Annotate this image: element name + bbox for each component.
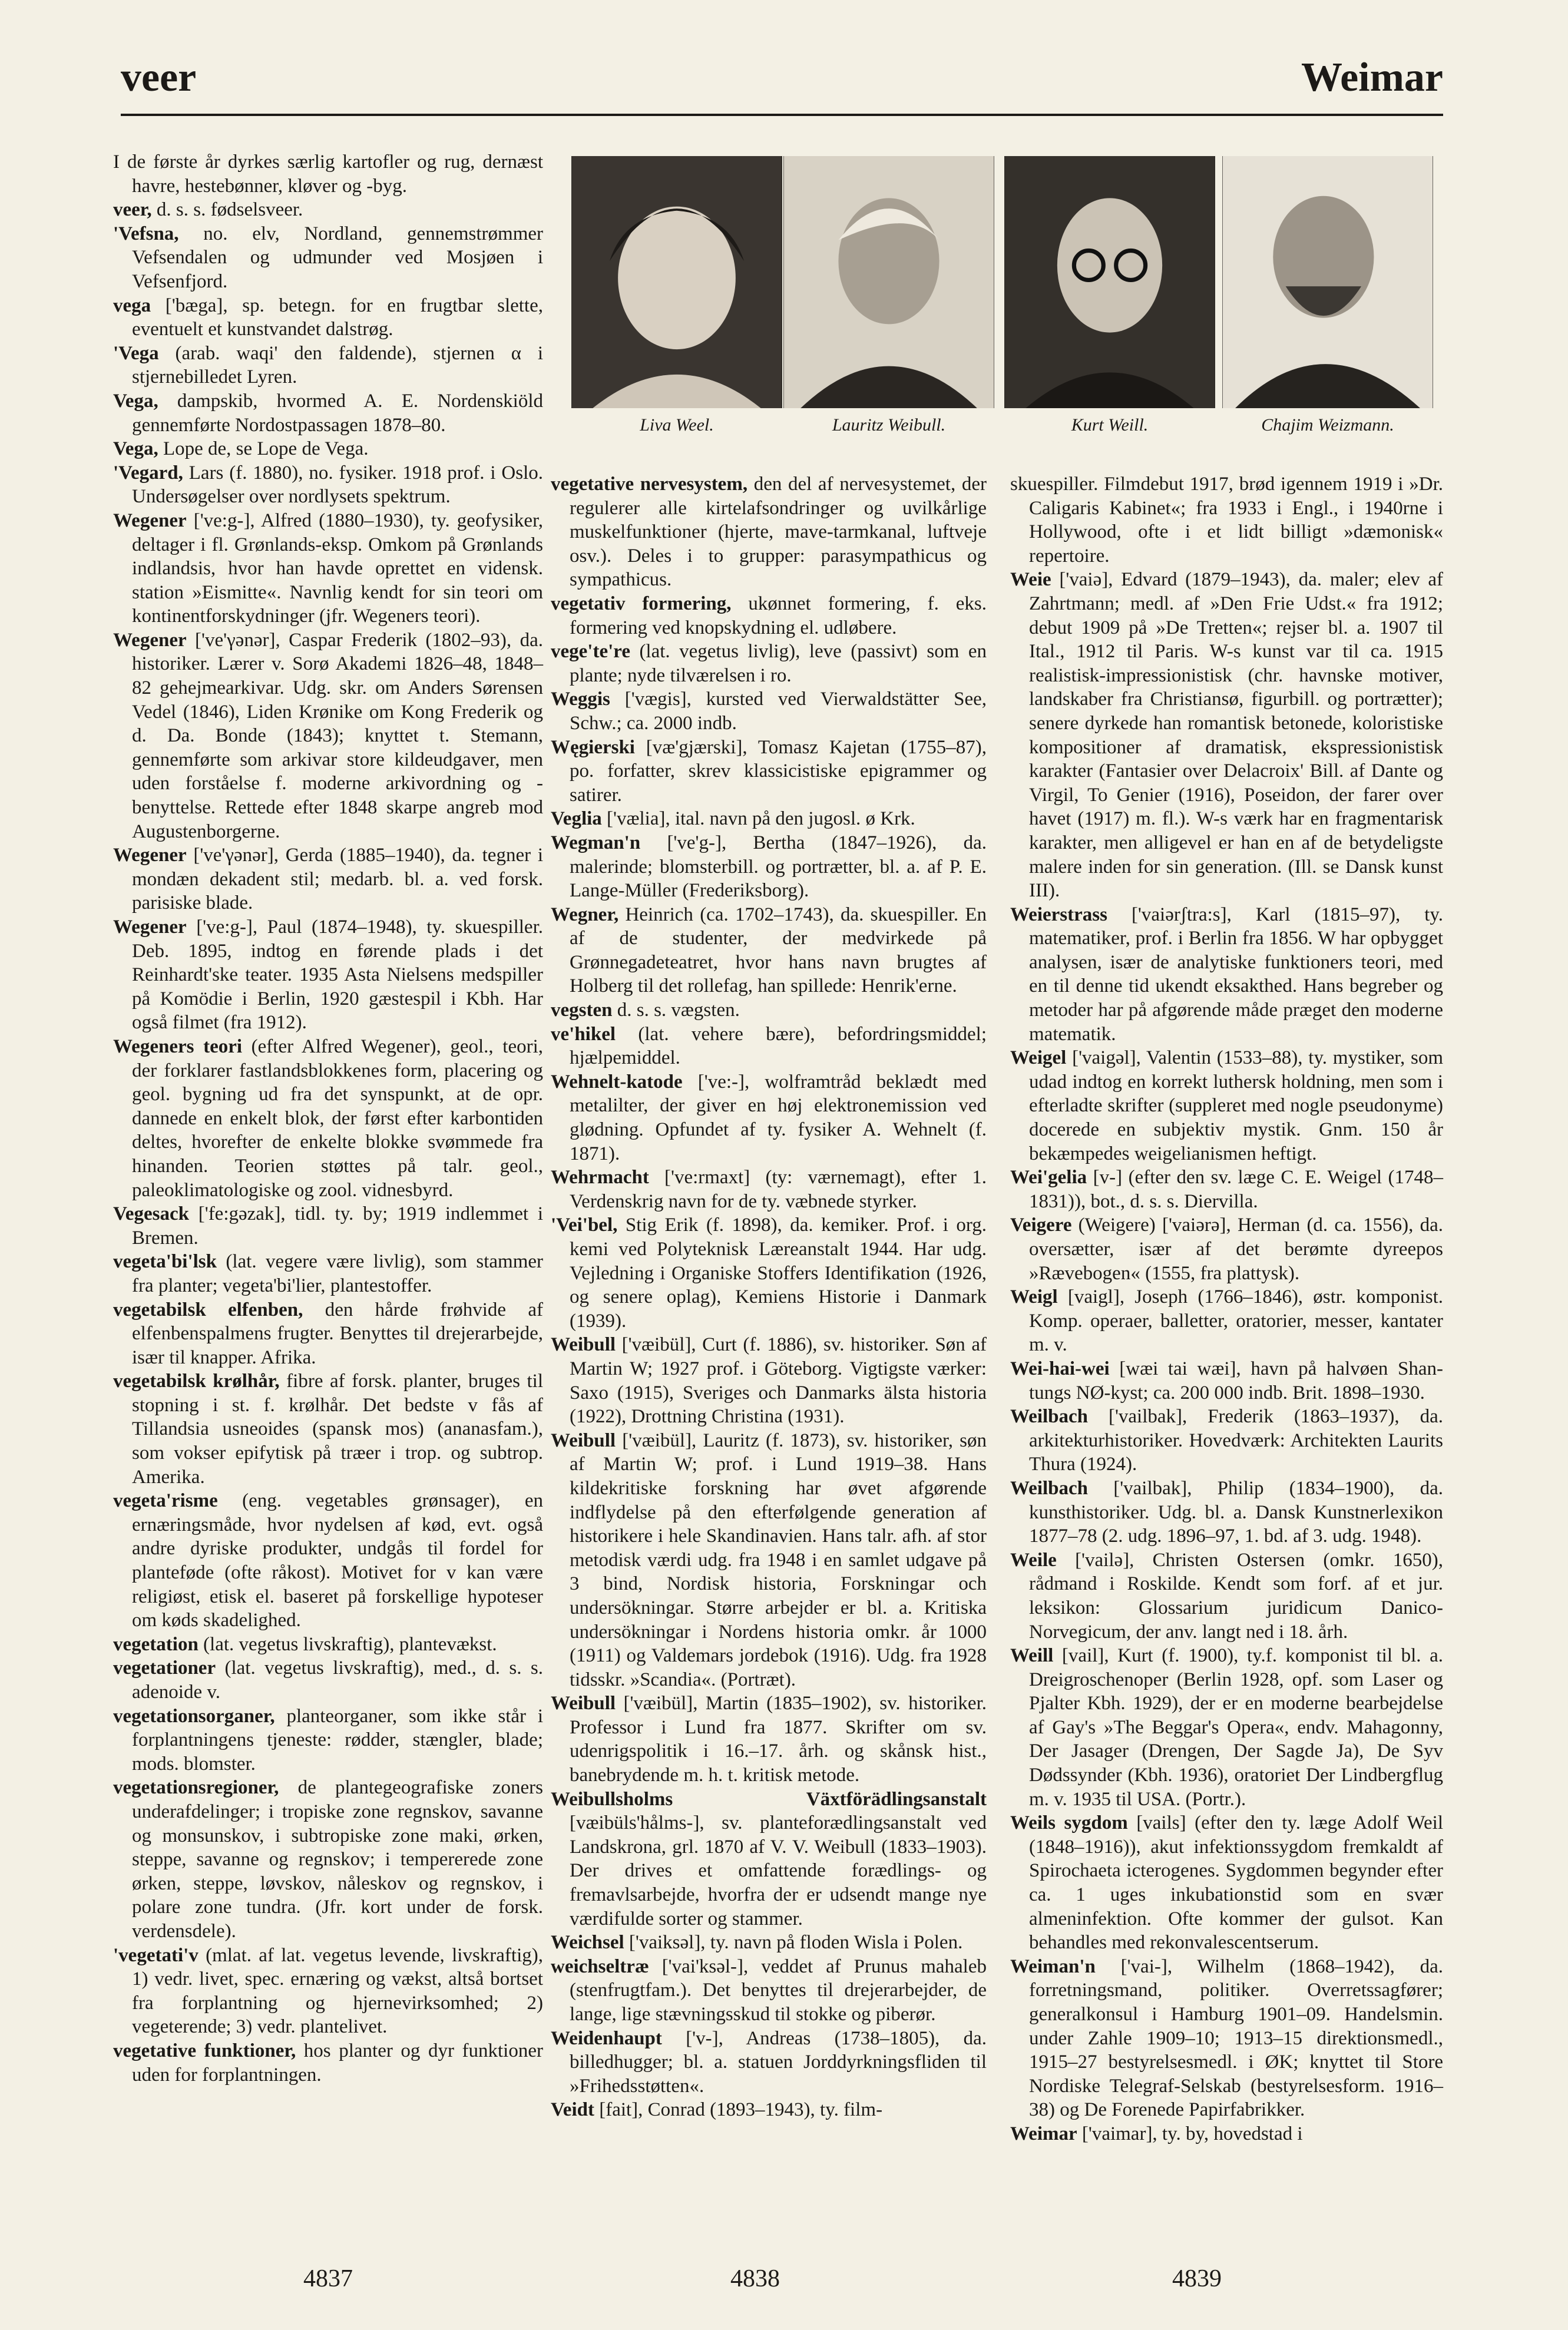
- entry-headword: weichseltræ: [551, 1955, 649, 1977]
- page-number: 4837: [303, 2265, 353, 2292]
- dictionary-entry: [551, 903, 987, 998]
- entry-text: ['ve'g-], Bertha (1847–1926), da. malerinde; blomsterbill. og portrætter, bl. a. af P. E. Lange-Müller (Frederiksborg).: [570, 832, 987, 902]
- entry-headword: veer,: [113, 199, 152, 221]
- dictionary-entry: [551, 807, 987, 831]
- entry-text: (Weigere) ['vaiərə], Herman (d. ca. 1556), da. oversætter, især af det berømte dyreepos »Rævebogen« (1555, fra plattysk).: [1029, 1214, 1443, 1284]
- entry-text: ['væibül], Lauritz (f. 1873), sv. historiker, søn af Martin W; prof. i Lund 1919–38. Hans kildekritiske forskning har øvet afgørende indflydelse på den efterfølgende generation af historikere i hele Skandinavien. Hans talr. afh. af stor metodisk værdi udg. fra 1948 i en samlet udgave på 3 bind, Nordisk historia, Forskningar och undersökningar. Større arbejder er bl. a. Kritiska undersökningar i Nordens historia omkr. år 1000 (1911) og Valdemars jordebok (1916). Udg. fra 1928 tidsskr. »Scandia«. (Portræt).: [570, 1429, 987, 1690]
- entry-headword: Weibullsholms Växtförädlingsanstalt: [551, 1788, 987, 1810]
- entry-text: (lat. vegetus livskraftig), med., d. s. s. adenoide v.: [132, 1657, 543, 1703]
- entry-text: ['vailə], Christen Ostersen (omkr. 1650), rådmand i Roskilde. Kendt som forf. af et jur. leksikon: Glossarium juridicum Danico-Norvegicum, der anv. langt ned i 18. årh.: [1029, 1549, 1443, 1643]
- photo-caption: Chajim Weizmann.: [1261, 415, 1394, 435]
- entry-headword: Wegeners teori: [113, 1035, 243, 1057]
- entry-text: ['vaiə], Edvard (1879–1943), da. maler; elev af Zahrtmann; medl. af »Den Frie Udst.« fra 1912; debut 1909 på »De Tretten«; rejser bl. a. 1907 til Ital., 1912 til Paris. W-s kunst var til ca. 1915 realistisk-impressionistisk (chr. havnske motiver, landskaber fra Christiansø, figurbill. og portrætter); senere dyrkede han romantisk betonede, koloristiske kompositioner af dramatisk, ekspressionistisk karakter (Fantasier over Delacroix' Bill. af Dante og Virgil, To Genier (1916), Poseidon, der farer over havet (1917) m. fl.). W-s værk har en fragmentarisk karakter, men alligevel er han en af de betydeligste malere inden for sin generation. (Ill. se Dansk kunst III).: [1029, 569, 1443, 902]
- entry-headword: Weimar: [1010, 2123, 1077, 2144]
- dictionary-entry: [551, 2027, 987, 2099]
- entry-headword: vegsten: [551, 999, 613, 1021]
- entry-headword: Wegener: [113, 916, 187, 938]
- dictionary-entry: [113, 1776, 543, 1943]
- entry-text: Lars (f. 1880), no. fysiker. 1918 prof. i Oslo. Undersøgelser over nordlysets spektrum.: [132, 462, 543, 508]
- entry-headword: Wegener: [113, 629, 187, 651]
- dictionary-entry: [551, 1955, 987, 2027]
- entry-text: ukønnet formering, f. eks. formering ved knopskydning el. udløbere.: [570, 593, 987, 638]
- entry-headword: Vega,: [113, 438, 158, 460]
- entry-text: ['v-], Andreas (1738–1805), da. billedhugger; bl. a. statuen Jorddyrkningsfliden til »Frihedsstøtten«.: [570, 2027, 987, 2097]
- dictionary-entry: [113, 1202, 543, 1250]
- entry-headword: Weill: [1010, 1645, 1054, 1667]
- dictionary-entry: [551, 1788, 987, 1931]
- entry-headword: vegetationer: [113, 1657, 216, 1679]
- photo-caption: Kurt Weill.: [1071, 415, 1149, 435]
- entry-text: ['fe:gəzak], tidl. ty. by; 1919 indlemmet i Bremen.: [132, 1203, 543, 1249]
- entry-text: Lope de, se Lope de Vega.: [158, 438, 369, 460]
- entry-headword: Wehnelt-katode: [551, 1071, 683, 1093]
- dictionary-entry: [1010, 1405, 1443, 1477]
- entry-text: ['ve:g-], Paul (1874–1948), ty. skuespiller. Deb. 1895, indtog en førende plads i det Reinhardt'ske teater. 1935 Asta Nielsens medspiller på Komödie i Berlin, 1920 gæstespil i Kbh. Har også filmet (fra 1912).: [132, 916, 543, 1034]
- photo-caption: Lauritz Weibull.: [832, 415, 946, 435]
- entry-headword: vegetabilsk krølhår,: [113, 1371, 280, 1392]
- entry-headword: 'Vei'bel,: [551, 1214, 618, 1236]
- dictionary-entry: [1010, 903, 1443, 1047]
- entry-text: ['vaiərʃtra:s], Karl (1815–97), ty. matematiker, prof. i Berlin fra 1856. W har opbygget analysen, især de analytiske funktioners teori, med en til denne tid ukendt eksakthed. Hans begreber og metoder har på afgørende måde præget den moderne matematik.: [1029, 903, 1443, 1045]
- entry-headword: vegeta'bi'lsk: [113, 1251, 217, 1273]
- entry-text: [wæi tai wæi], havn på halvøen Shan-tungs NØ-kyst; ca. 200 000 indb. Brit. 1898–1930.: [1029, 1358, 1443, 1404]
- running-head-right: Weimar: [1301, 55, 1443, 100]
- entry-text: [vails] (efter den ty. læge Adolf Weil (1848–1916)), akut infektionssygdom fremkaldt af Spirochaeta icterogenes. Sygdommen begynder efter ca. 1 uges inkubationstid som en svær almeninfektion. Ofte kommer der gulsot. Kan behandles med rekonvalescentserum.: [1029, 1812, 1443, 1954]
- entry-text: ['ve'γənər], Gerda (1885–1940), da. tegner i mondæn dekadent stil; medarb. bl. a. ved forsk. parisiske blade.: [132, 845, 543, 914]
- dictionary-entry: [113, 1705, 543, 1776]
- entry-headword: Wegner,: [551, 903, 619, 925]
- dictionary-entry: [551, 1022, 987, 1070]
- entry-headword: Veigere: [1010, 1214, 1072, 1236]
- entry-headword: vege'te're: [551, 641, 630, 663]
- dictionary-entry: [113, 1250, 543, 1298]
- dictionary-entry: [113, 198, 543, 222]
- dictionary-entry: [1010, 1046, 1443, 1166]
- dictionary-entry: [113, 1656, 543, 1704]
- dictionary-entry: [113, 915, 543, 1035]
- page-number: 4839: [1172, 2265, 1222, 2292]
- entry-headword: Wegener: [113, 845, 187, 866]
- entry-text: (efter Alfred Wegener), geol., teori, der forklarer fastlandsblokkenes form, placering og geol. bygning ud fra det synspunkt, at de opr. dannede en enkelt blok, der først efter karbontiden deltes, hvorefter de enkelte blokke svømmede fra hinanden. Teorien støttes på talr. geol., paleoklimatologiske og zool. vidnesbyrd.: [132, 1035, 543, 1201]
- dictionary-entry: [551, 1213, 987, 1333]
- entry-text: Heinrich (ca. 1702–1743), da. skuespiller. En af de studenter, der medvirkede på Grønnegadeteatret, hvor hans navn brugtes af Holberg til det rollefag, han spillede: Henrik'erne.: [570, 903, 987, 997]
- dictionary-entry: [551, 687, 987, 735]
- entry-text: ['vai-], Wilhelm (1868–1942), da. forretningsmand, politiker. Overretssagfører; generalkonsul i Hamburg 1901–09. Handelsmin. under Zahle 1909–10; 1913–15 direktionsmedl., 1915–27 bestyrelsesmedl. i ØK; knyttet til Store Nordiske Telegraf-Selskab (bestyrelsesform. 1916–38) og De Forenede Papirfabrikker.: [1029, 1955, 1443, 2121]
- dictionary-entry: [113, 461, 543, 509]
- entry-headword: Weigl: [1010, 1286, 1058, 1308]
- photo-caption: Liva Weel.: [640, 415, 714, 435]
- dictionary-entry: [1010, 1548, 1443, 1644]
- dictionary-entry: [113, 1489, 543, 1633]
- text-column-2: [551, 472, 987, 2122]
- text-column-3: [1010, 472, 1443, 2146]
- dictionary-entry: [113, 294, 543, 342]
- dictionary-entry: [113, 1944, 543, 2039]
- dictionary-entry: [551, 640, 987, 687]
- entry-headword: vegetation: [113, 1633, 199, 1655]
- dictionary-entry: [551, 1333, 987, 1428]
- entry-headword: vega: [113, 294, 151, 316]
- entry-text: ['vælia], ital. navn på den jugosl. ø Krk.: [601, 808, 915, 830]
- entry-text: (eng. vegetables grønsager), en ernæringsmåde, hvor nydelsen af kød, evt. også andre dyriske produkter, undgås til fordel for plantefødе (ofte råkost). Motivet for v kan være religiøst, etisk el. baseret på forskellige hypoteser om køds skadelighed.: [132, 1490, 543, 1631]
- portrait-photo: [1222, 156, 1433, 408]
- dictionary-entry: [551, 472, 987, 592]
- entry-text: (mlat. af lat. vegetus levende, livskraftig), 1) vedr. livet, spec. ernæring og vækst, altså bortset fra forplantning og hjernevirksomhed; 2) vegeterende; 3) vedr. plantelivet.: [132, 1944, 543, 2038]
- entry-text: den hårde frøhvide af elfenbenspalmens frugter. Benyttes til drejerarbejde, især til knapper. Afrika.: [132, 1299, 543, 1368]
- entry-text: I de første år dyrkes særlig kartofler og rug, dernæst havre, hestebønner, kløver og -byg.: [113, 151, 543, 197]
- dictionary-entry: [551, 592, 987, 640]
- entry-headword: vegetativ formering,: [551, 593, 732, 614]
- entry-text: [vaigl], Joseph (1766–1846), østr. komponist. Komp. operaer, balletter, oratorier, messer, kantater m. v.: [1029, 1286, 1443, 1356]
- entry-text: ['bæga], sp. betegn. for en frugtbar slette, eventuelt et kunstvandet dalstrøg.: [132, 294, 543, 340]
- dictionary-entry: [113, 843, 543, 915]
- dictionary-entry: [1010, 1213, 1443, 1285]
- dictionary-entry: [1010, 1166, 1443, 1213]
- entry-text: ['vailbak], Frederik (1863–1937), da. arkitekturhistoriker. Hovedværk: Architekten Laurits Thura (1924).: [1029, 1406, 1443, 1475]
- dictionary-entry: [1010, 1285, 1443, 1357]
- entry-headword: Weilbach: [1010, 1406, 1089, 1428]
- dictionary-entry: [1010, 1811, 1443, 1955]
- dictionary-entry: [1010, 1644, 1443, 1811]
- dictionary-entry: [113, 628, 543, 843]
- entry-text: planteorganer, som ikke står i forplantningens tjeneste: rødder, stængler, blade; mods. blomster.: [132, 1705, 543, 1775]
- entry-headword: Weibull: [551, 1334, 616, 1356]
- entry-headword: Weidenhaupt: [551, 2027, 662, 2049]
- entry-text: d. s. s. vægsten.: [612, 999, 740, 1021]
- entry-headword: Weie: [1010, 569, 1051, 591]
- entry-headword: vegetative nervesystem,: [551, 474, 748, 495]
- dictionary-entry: [113, 222, 543, 294]
- entry-headword: Weigel: [1010, 1047, 1067, 1069]
- entry-text: (arab. waqi' den faldende), stjernen α i stjernebilledet Lyren.: [132, 342, 543, 388]
- entry-text: den del af nervesystemet, der regulerer alle kirtelafsondringer og uvilkårlige muskelfunktioner (hjerte, mave-tarmkanal, luftveje osv.). Deles i to grupper: parasympathicus og sympathicus.: [570, 474, 987, 591]
- dictionary-entry: [551, 736, 987, 807]
- entry-headword: Veidt: [551, 2099, 594, 2121]
- entry-headword: vegetationsregioner,: [113, 1777, 279, 1799]
- entry-headword: Vegesack: [113, 1203, 189, 1225]
- entry-text: ['ve:rmaxt] (ty: værnemagt), efter 1. Verdenskrig navn for de ty. væbnede styrker.: [570, 1167, 987, 1212]
- dictionary-entry: [551, 1931, 987, 1955]
- dictionary-entry: [1010, 1477, 1443, 1548]
- portrait-strip: [551, 156, 1443, 436]
- entry-text: ['vailbak], Philip (1834–1900), da. kunsthistoriker. Udg. bl. a. Dansk Kunstnerlexikon 1877–78 (2. udg. 1896–97, 1. bd. af 3. udg. 1948).: [1029, 1477, 1443, 1547]
- dictionary-entry: [113, 509, 543, 628]
- text-column-1: [113, 150, 543, 2087]
- entry-text: [væibüls'hålms-], sv. planteforædlingsanstalt ved Landskrona, grl. 1870 af V. V. Weibull (1833–1903). Der drives et omfattende forædlings- og fremavlsarbejde, hvorfra der er udsendt mange nye værdifulde sorter og stammer.: [570, 1812, 987, 1929]
- dictionary-entry: [113, 1298, 543, 1370]
- dictionary-entry: [113, 342, 543, 389]
- entry-text: ['ve:g-], Alfred (1880–1930), ty. geofysiker, deltager i fl. Grønlands-eksp. Omkom på Grønlands indlandsis, hvor han havde oprettet en vidensk. station »Eismitte«. Navnlig kendt for sin teori om kontinentforskydninger (jfr. Wegeners teori).: [132, 509, 543, 627]
- dictionary-entry: [551, 831, 987, 903]
- dictionary-entry: [551, 2098, 987, 2122]
- entry-text: Stig Erik (f. 1898), da. kemiker. Prof. i org. kemi ved Polyteknisk Læreanstalt 1944. Har udg. Vejledning i Organiske Stoffers Identifikation (1926, og senere oplag), Kemiens Historie i Danmark (1939).: [570, 1214, 987, 1332]
- header-rule: [121, 114, 1443, 116]
- dictionary-entry: [113, 1369, 543, 1489]
- entry-headword: ve'hikel: [551, 1023, 616, 1045]
- dictionary-entry: [551, 1070, 987, 1166]
- entry-text: no. elv, Nordland, gennemstrømmer Vefsendalen og udmunder ved Mosjøen i Vefsenfjord.: [132, 223, 543, 292]
- entry-text: (lat. vegetus livlig), leve (passivt) som en plante; nyde tilværelsen i ro.: [570, 641, 987, 686]
- entry-text: de plantegeografiske zoners underafdelinger; i tropiske zone regnskov, savanne og monsunskov, i subtropiske zone maki, ørken, steppe, savanne og regnskov; i tempererede zone ørken, steppe, løvskov, nåleskov og regnskov, i polare zone tundra. (Jfr. kort under de forsk. verdensdele).: [132, 1777, 543, 1942]
- entry-text: (lat. vegetus livskraftig), plantevækst.: [198, 1633, 497, 1655]
- entry-headword: 'Vega: [113, 342, 159, 364]
- dictionary-entry: [1010, 472, 1443, 568]
- entry-headword: Wegman'n: [551, 832, 641, 853]
- dictionary-entry: [113, 1035, 543, 1202]
- entry-headword: vegetationsorganer,: [113, 1705, 275, 1727]
- dictionary-entry: [113, 1633, 543, 1657]
- dictionary-entry: [113, 150, 543, 198]
- dictionary-entry: [1010, 1955, 1443, 2122]
- entry-headword: Weierstrass: [1010, 903, 1107, 925]
- entry-text: fibre af forsk. planter, bruges til stopning i st. f. krølhår. Det bedste v fås af Tillandsia usneoides (spansk mos) (ananasfam.), som vokser epifytisk på træer i trop. og subtrop. Amerika.: [132, 1371, 543, 1488]
- entry-text: [v-] (efter den sv. læge C. E. Weigel (1748–1831)), bot., d. s. s. Diervilla.: [1029, 1167, 1443, 1212]
- entry-headword: Weggis: [551, 689, 610, 710]
- dictionary-entry: [1010, 2122, 1443, 2146]
- entry-headword: Weils sygdom: [1010, 1812, 1128, 1834]
- entry-headword: 'Vegard,: [113, 462, 183, 484]
- entry-text: dampskib, hvormed A. E. Nordenskiöld gennemførte Nordostpassagen 1878–80.: [132, 390, 543, 436]
- entry-headword: vegeta'risme: [113, 1490, 218, 1512]
- entry-headword: Weibull: [551, 1693, 616, 1715]
- entry-text: hos planter og dyr funktioner uden for forplantningen.: [132, 2040, 543, 2086]
- running-head-left: veer: [121, 55, 197, 100]
- entry-text: (lat. vegere være livlig), som stammer fra planter; vegeta'bi'lier, plantestoffer.: [132, 1251, 543, 1296]
- entry-text: ['vaigəl], Valentin (1533–88), ty. mystiker, som udad indtog en korrekt luthersk holdning, men som i efterladte skrifter (suppleret med nogle pseudonyme) docerede en subjektiv mystik. Gnm. 150 år bekæmpedes weigelianismen heftigt.: [1029, 1047, 1443, 1164]
- entry-headword: Vega,: [113, 390, 158, 412]
- entry-text: ['væibül], Martin (1835–1902), sv. historiker. Professor i Lund fra 1877. Skrifter om sv. udenrigspolitik i 16.–17. årh. og skånsk hist., banebrydende m. h. t. kritisk metode.: [570, 1693, 987, 1786]
- entry-headword: Węgierski: [551, 736, 635, 758]
- entry-headword: 'vegetati'v: [113, 1944, 199, 1966]
- entry-headword: Weiman'n: [1010, 1955, 1096, 1977]
- entry-text: [fait], Conrad (1893–1943), ty. film-: [594, 2099, 883, 2121]
- entry-headword: Wei-hai-wei: [1010, 1358, 1110, 1379]
- entry-text: ['ve:-], wolframtråd beklædt med metalilter, der giver en høj elektronemission ved glødning. Opfundet af ty. fysiker A. Wehnelt (f. 1871).: [570, 1071, 987, 1164]
- dictionary-entry: [113, 2039, 543, 2087]
- entry-headword: Veglia: [551, 808, 602, 830]
- entry-text: [vail], Kurt (f. 1900), ty.f. komponist til bl. a. Dreigroschenoper (Berlin 1928, opf. som Laser og Pjalter Kbh. 1929), der er en moderne bearbejdelse af Gay's »The Beggar's Opera«, endv. Mahagonny, Der Jasager (Drengen, Der Sagde Ja), De Syv Dødssynder (Kbh. 1936), oratoriet Der Lindbergflug m. v. 1935 til USA. (Portr.).: [1029, 1645, 1443, 1810]
- entry-text: ['vai'ksəl-], veddet af Prunus mahaleb (stenfrugtfam.). Det benyttes til drejerarbejder, de lange, lige stævningsskud til stokke og piberør.: [570, 1955, 987, 2025]
- entry-headword: vegetative funktioner,: [113, 2040, 296, 2061]
- entry-headword: Weile: [1010, 1549, 1057, 1571]
- entry-text: ['vaiksəl], ty. navn på floden Wisla i Polen.: [624, 1932, 963, 1954]
- entry-text: skuespiller. Filmdebut 1917, brød igennem 1919 i »Dr. Caligaris Kabinet«; fra 1933 i Engl., i 1940rne i Hollywood, ofte i et lidt billigt »dæmonisk« repertoire.: [1010, 474, 1443, 567]
- entry-text: [væ'gjærski], Tomasz Kajetan (1755–87), po. forfatter, skrev klassicistiske epigrammer og satirer.: [570, 736, 987, 806]
- entry-text: ['ve'γənər], Caspar Frederik (1802–93), da. historiker. Lærer v. Sorø Akademi 1826–48, 1848–82 gehejmearkivar. Udg. skr. om Anders Sørensen Vedel (1846), Liden Krønike om Kong Frederik og d. Da. Bonde (1843); knyttet t. Stemann, gennemførte som arkivar store kildeudgaver, men uden forståelse f. moderne arkivordning og -benyttelse. Rettede efter 1848 skarpe angreb mod Augustenborgerne.: [132, 629, 543, 842]
- entry-headword: Weibull: [551, 1429, 616, 1451]
- dictionary-entry: [551, 1692, 987, 1787]
- entry-text: (lat. vehere bære), befordringsmiddel; hjælpemiddel.: [570, 1023, 987, 1069]
- entry-headword: Wehrmacht: [551, 1167, 649, 1189]
- entry-text: ['væibül], Curt (f. 1886), sv. historiker. Søn af Martin W; 1927 prof. i Göteborg. Vigtigste værker: Saxo (1915), Sveriges och Danmarks älsta historia (1922), Drottning Christina (1931).: [570, 1334, 987, 1428]
- entry-text: ['vægis], kursted ved Vierwaldstätter See, Schw.; ca. 2000 indb.: [570, 689, 987, 734]
- entry-text: ['vaimar], ty. by, hovedstad i: [1077, 2123, 1303, 2144]
- dictionary-entry: [1010, 1357, 1443, 1405]
- entry-headword: Wei'gelia: [1010, 1167, 1087, 1189]
- portrait-photo: [1004, 156, 1215, 408]
- portrait-photo: [571, 156, 782, 408]
- dictionary-entry: [113, 437, 543, 461]
- entry-headword: 'Vefsna,: [113, 223, 179, 244]
- entry-headword: Wegener: [113, 509, 187, 531]
- dictionary-entry: [551, 998, 987, 1022]
- dictionary-entry: [113, 389, 543, 437]
- dictionary-entry: [551, 1166, 987, 1213]
- page-number: 4838: [730, 2265, 780, 2292]
- dictionary-entry: [551, 1429, 987, 1692]
- dictionary-entry: [1010, 568, 1443, 902]
- entry-headword: Weilbach: [1010, 1477, 1089, 1499]
- entry-headword: vegetabilsk elfenben,: [113, 1299, 303, 1320]
- portrait-photo: [783, 156, 994, 408]
- entry-headword: Weichsel: [551, 1932, 624, 1954]
- entry-text: d. s. s. fødselsveer.: [151, 199, 303, 221]
